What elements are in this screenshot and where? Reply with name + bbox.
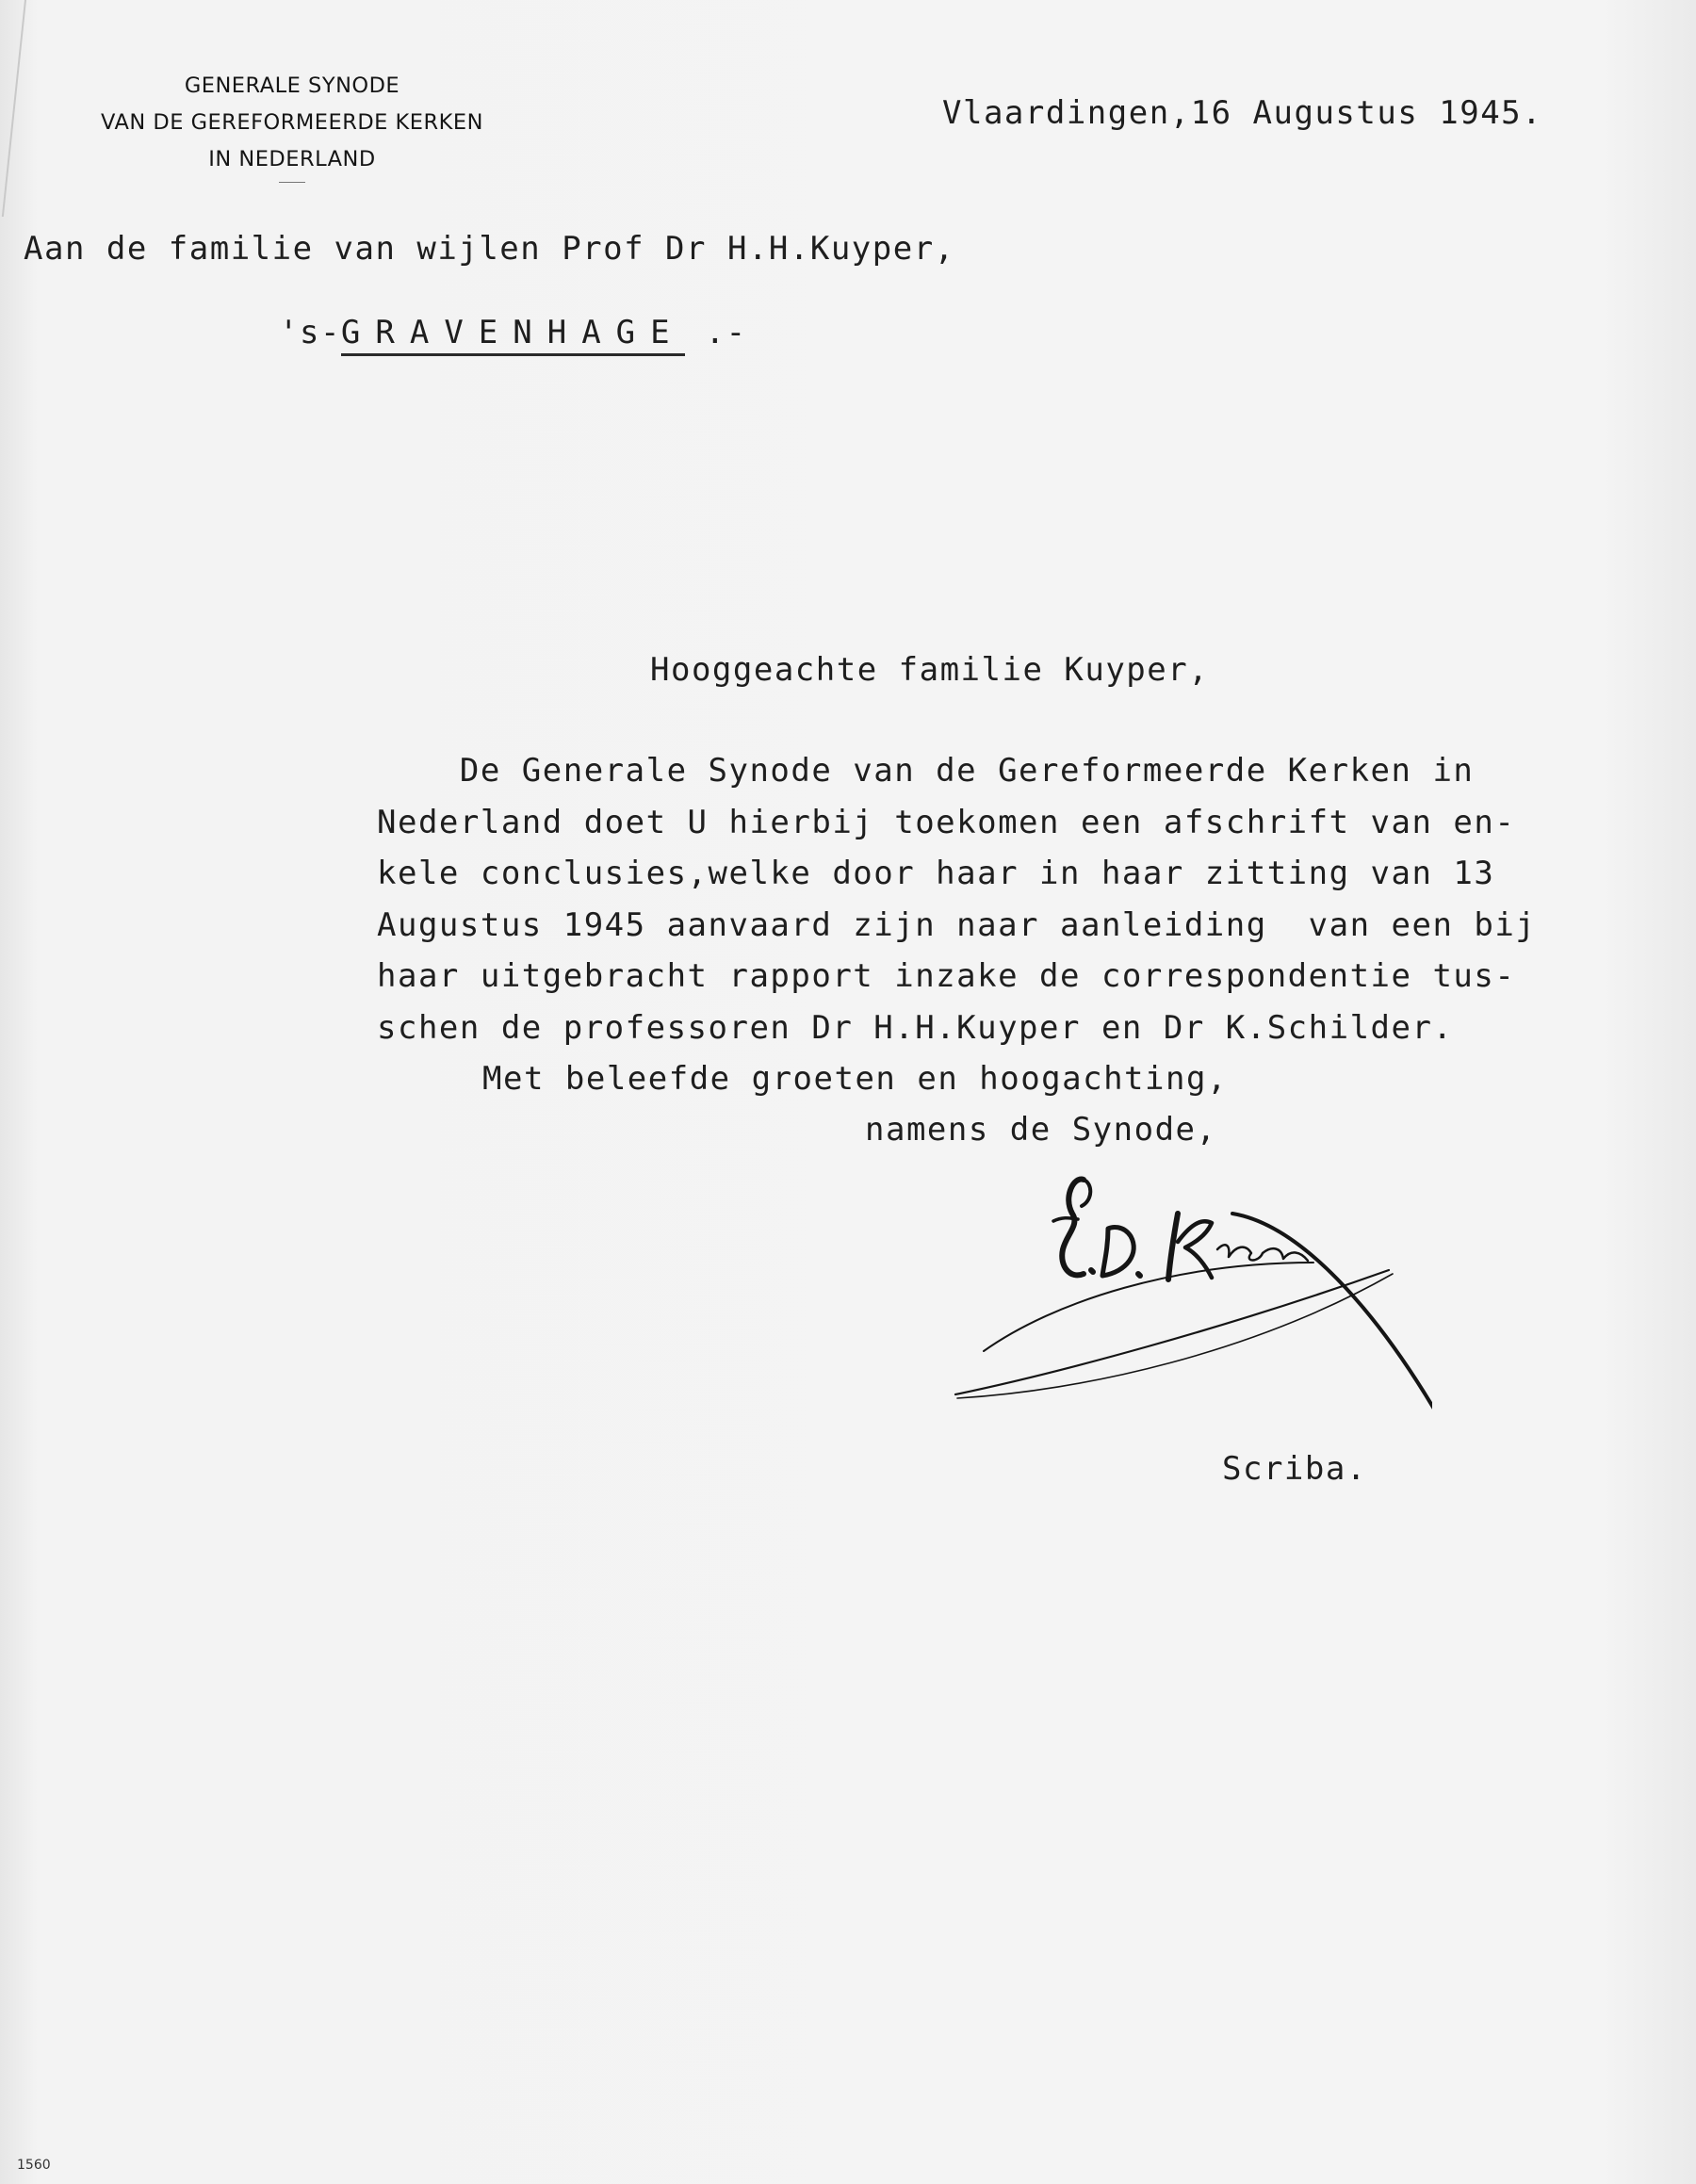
letterhead-line-1: GENERALE SYNODE	[184, 73, 400, 98]
paper-fold-line	[0, 0, 26, 217]
archive-number: 1560	[17, 2158, 51, 2173]
body-line: kele conclusies,welke door haar in haar zitting van 13	[377, 855, 1495, 892]
body-line: Augustus 1945 aanvaard zijn naar aanleiding van een bij	[377, 905, 1537, 944]
handwritten-signature	[942, 1168, 1432, 1413]
city-suffix: .-	[684, 314, 747, 351]
city-name: GRAVENHAGE	[341, 314, 685, 356]
letter-body	[377, 745, 1536, 1053]
body-line: De Generale Synode van de Gereformeerde Kerken in	[377, 752, 1475, 790]
letterhead-line-3: IN NEDERLAND	[208, 147, 376, 171]
body-line: Nederland doet U hierbij toekomen een afschrift van en-	[377, 803, 1516, 841]
body-line: haar uitgebracht rapport inzake de correspondentie tus-	[377, 957, 1516, 995]
letterhead-line-2: VAN DE GEREFORMEERDE KERKEN	[101, 110, 483, 135]
recipient-line: Aan de familie van wijlen Prof Dr H.H.Kuyper,	[24, 230, 955, 268]
salutation: Hooggeachte familie Kuyper,	[650, 651, 1210, 689]
letterhead	[57, 68, 528, 183]
on-behalf-line: namens de Synode,	[865, 1111, 1217, 1149]
date-line: Vlaardingen,16 Augustus 1945.	[942, 94, 1543, 132]
closing-line: Met beleefde groeten en hoogachting,	[482, 1060, 1228, 1098]
signatory-role: Scriba.	[1222, 1450, 1367, 1488]
city-prefix: 's-	[279, 314, 341, 351]
letterhead-rule	[279, 182, 305, 183]
city-line	[279, 307, 747, 358]
body-line: schen de professoren Dr H.H.Kuyper en Dr K.Schilder.	[377, 1008, 1454, 1047]
